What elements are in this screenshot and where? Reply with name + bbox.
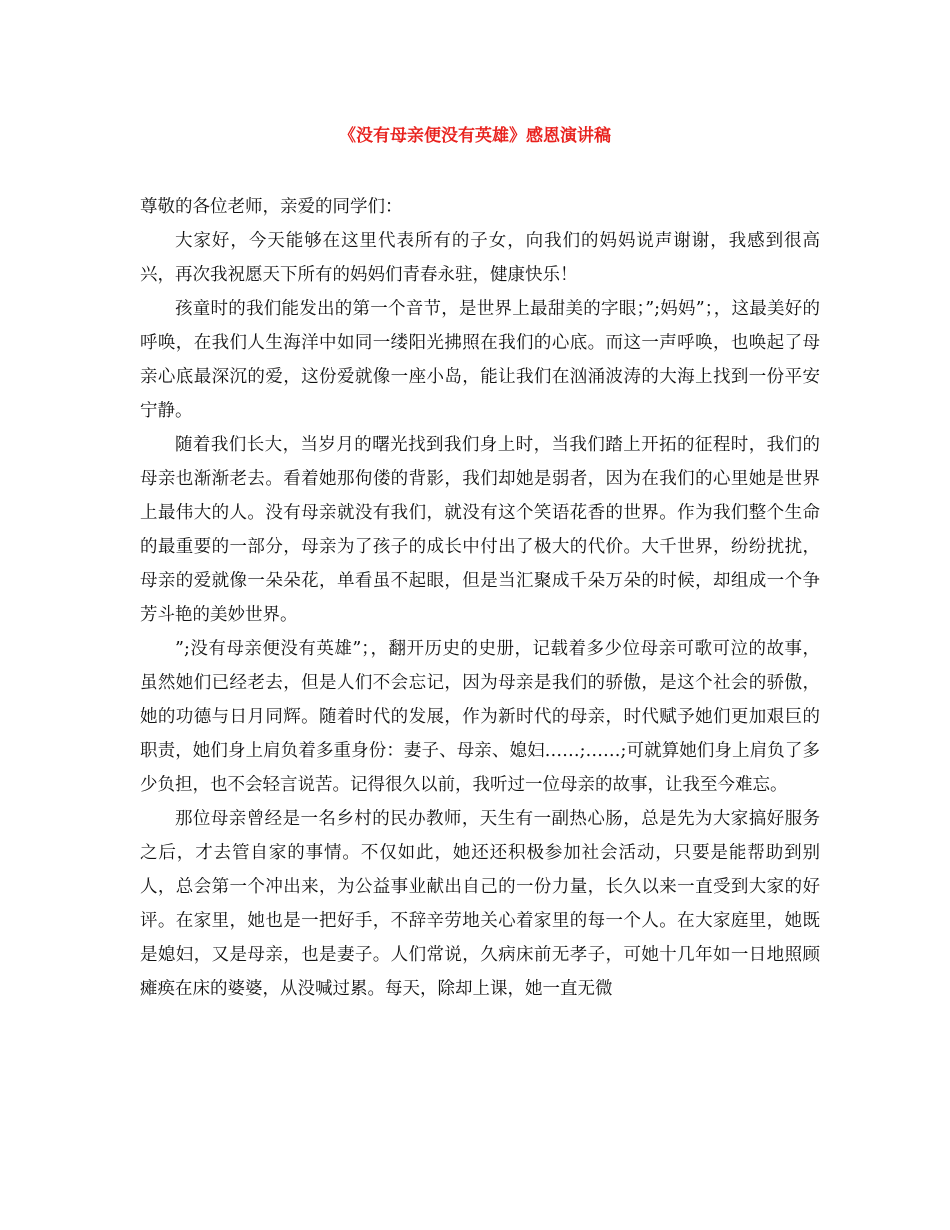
paragraph-5: 那位母亲曾经是一名乡村的民办教师，天生有一副热心肠，总是先为大家搞好服务之后，才去管自家的事情。不仅如此，她还还积极参加社会活动，只要是能帮助到别人，总会第一个冲出来，为公益事业献出自己的一份力量，长久以来一直受到大家的好评。在家里，她也是一把好手，不辞辛劳地关心着家里的每一个人。在大家庭里，她既是媳妇，又是母亲，也是妻子。人们常说，久病床前无孝子，可她十几年如一日地照顾瘫痪在床的婆婆，从没喊过累。每天，除却上课，她一直无微 (140, 809, 820, 999)
document-body (140, 190, 820, 1006)
document-title: 《没有母亲便没有英雄》感恩演讲稿 (339, 126, 611, 146)
salutation: 尊敬的各位老师，亲爱的同学们： (140, 197, 403, 217)
paragraph-1: 大家好，今天能够在这里代表所有的子女，向我们的妈妈说声谢谢，我感到很高兴，再次我祝愿天下所有的妈妈们青春永驻，健康快乐！ (140, 231, 820, 285)
paragraph-3: 随着我们长大，当岁月的曙光找到我们身上时，当我们踏上开拓的征程时，我们的母亲也渐渐老去。看着她那佝偻的背影，我们却她是弱者，因为在我们的心里她是世界上最伟大的人。没有母亲就没有我们，就没有这个笑语花香的世界。作为我们整个生命的最重要的一部分，母亲为了孩子的成长中付出了极大的代价。大千世界，纷纷扰扰，母亲的爱就像一朵朵花，单看虽不起眼，但是当汇聚成千朵万朵的时候，却组成一个争芳斗艳的美妙世界。 (140, 435, 820, 625)
paragraph-2: 孩童时的我们能发出的第一个音节，是世界上最甜美的字眼；”;妈妈”；，这最美好的呼唤，在我们人生海洋中如同一缕阳光拂照在我们的心底。而这一声呼唤，也唤起了母亲心底最深沉的爱，这份爱就像一座小岛，能让我们在汹涌波涛的大海上找到一份平安宁静。 (140, 299, 820, 421)
paragraph-4: ”;没有母亲便没有英雄”；，翻开历史的史册，记载着多少位母亲可歌可泣的故事，虽然她们已经老去，但是人们不会忘记，因为母亲是我们的骄傲，是这个社会的骄傲，她的功德与日月同辉。随着时代的发展，作为新时代的母亲，时代赋予她们更加艰巨的职责，她们身上肩负着多重身份：妻子、母亲、媳妇……;……;可就算她们身上肩负了多少负担，也不会轻言说苦。记得很久以前，我听过一位母亲的故事，让我至今难忘。 (140, 639, 820, 795)
